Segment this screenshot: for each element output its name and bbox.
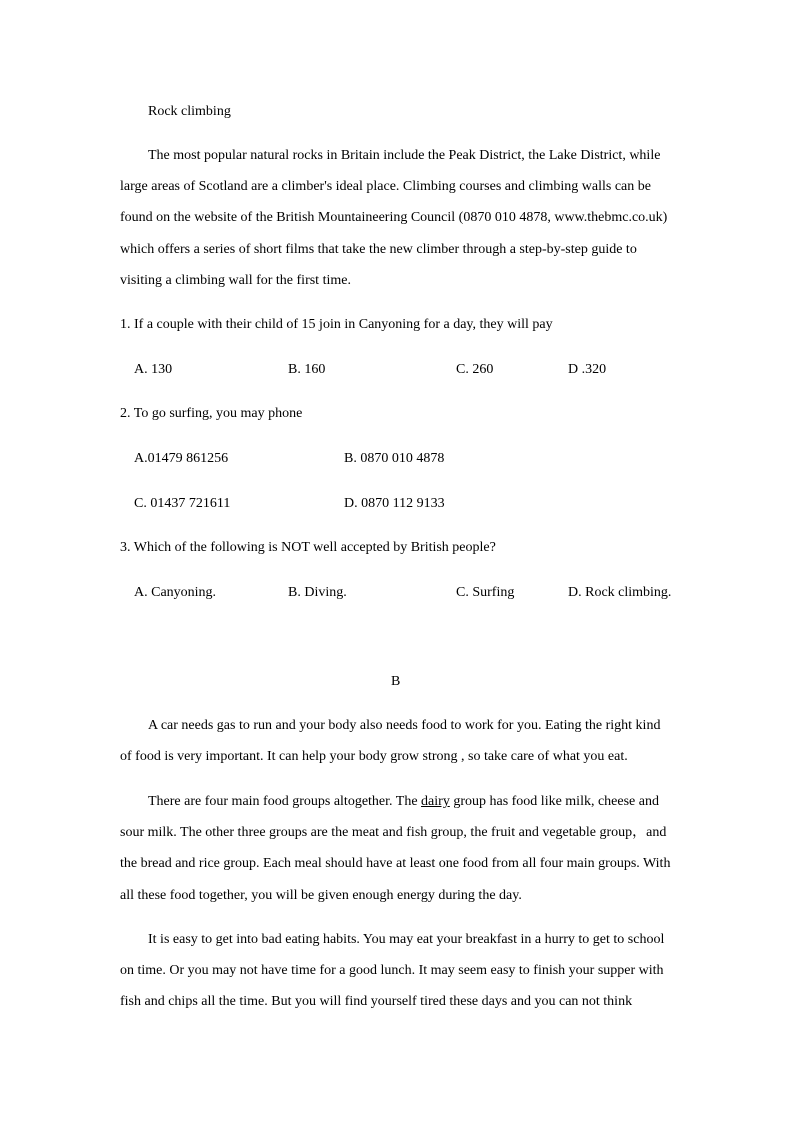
paragraph-line: visiting a climbing wall for the first time.	[120, 273, 351, 288]
question-option: C. 260	[456, 362, 494, 377]
paragraph-line	[148, 794, 659, 810]
text-segment: There are four main food groups altogether. The	[148, 794, 422, 809]
paragraph-line: on time. Or you may not have time for a good lunch. It may seem easy to finish your supper with	[120, 963, 664, 978]
question-option: B. 0870 010 4878	[344, 451, 445, 466]
paragraph-line: found on the website of the British Mountaineering Council (0870 010 4878, www.thebmc.co.uk)	[120, 210, 668, 225]
section-a-heading: Rock climbing	[148, 104, 231, 119]
question-option: D .320	[568, 362, 607, 377]
question-option: D. Rock climbing.	[568, 585, 672, 600]
underlined-word: dairy	[421, 794, 450, 809]
paragraph-line: of food is very important. It can help your body grow strong , so take care of what you eat.	[120, 749, 628, 764]
paragraph-line: It is easy to get into bad eating habits. You may eat your breakfast in a hurry to get to school	[148, 932, 665, 947]
question-option: B. Diving.	[288, 585, 347, 600]
question-option: A.01479 861256	[134, 451, 229, 466]
paragraph-line: large areas of Scotland are a climber's ideal place. Climbing courses and climbing walls can be	[120, 179, 651, 194]
question-option: C. 01437 721611	[134, 496, 231, 511]
paragraph-line: sour milk. The other three groups are the meat and fish group, the fruit and vegetable group，and	[120, 825, 667, 840]
paragraph-line: The most popular natural rocks in Britain include the Peak District, the Lake District, while	[148, 148, 661, 163]
question-option: A. Canyoning.	[134, 585, 217, 600]
paragraph-line: fish and chips all the time. But you will find yourself tired these days and you can not think	[120, 994, 633, 1009]
paragraph-line: A car needs gas to run and your body also needs food to work for you. Eating the right kind	[148, 718, 661, 733]
question-option: B. 160	[288, 362, 326, 377]
question-option: C. Surfing	[456, 585, 515, 600]
question-stem: 2. To go surfing, you may phone	[120, 406, 303, 421]
paragraph-line: the bread and rice group. Each meal should have at least one food from all four main groups. With	[120, 856, 671, 871]
paragraph-line: which offers a series of short films that take the new climber through a step-by-step guide to	[120, 242, 637, 257]
question-option: D. 0870 112 9133	[344, 496, 445, 511]
question-option: A. 130	[134, 362, 173, 377]
text-segment: group has food like milk, cheese and	[449, 794, 659, 809]
question-stem: 3. Which of the following is NOT well accepted by British people?	[120, 540, 496, 555]
paragraph-line: all these food together, you will be given enough energy during the day.	[120, 888, 522, 903]
section-b-heading: B	[391, 674, 401, 689]
question-stem: 1. If a couple with their child of 15 join in Canyoning for a day, they will pay	[120, 317, 553, 332]
